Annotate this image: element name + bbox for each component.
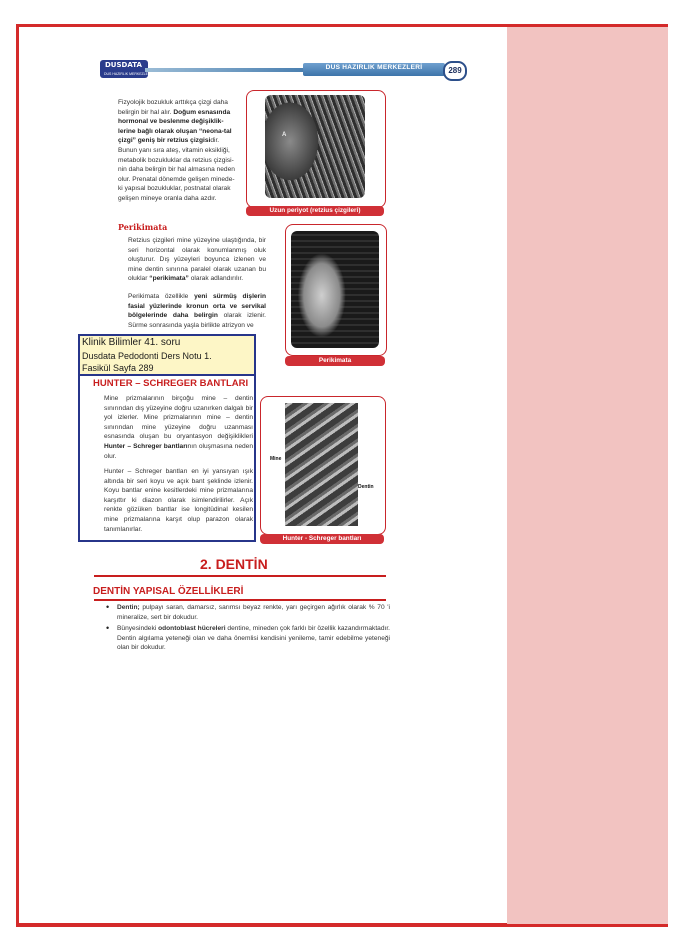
annotation-line-3: Fasikül Sayfa 289 xyxy=(82,363,154,373)
hunter-heading: HUNTER – SCHREGER BANTLARI xyxy=(93,378,249,389)
dentin-b2-c: dentine, mineden çok farklı bir özellik kazandırmaktadır. Dentin algılama yeteneği olan ve daha önemlisi kendisini yenileme, tamir edebilme yeteneği olan bir dokudur. xyxy=(117,625,390,652)
retzius-image xyxy=(265,95,365,198)
hunter-p1-a: Mine prizmalarının birçoğu mine – dentin sınırından dış yüzeyine doğru uzanırken dalgalı bir yol izlerler. Mine prizmalarının mine – dentin sınırından mine yüzeyine doğru uzanması esnasında oluşan bu oryantasyon değişiklikleri xyxy=(104,395,253,441)
dentin-title-rule xyxy=(94,575,386,577)
intro-text-a: Fizyolojik bozukluk arttıkça çizgi daha belirgin bir hal alır. xyxy=(118,99,228,116)
hunter-paragraph-1 xyxy=(104,394,253,461)
dentin-subheading: DENTİN YAPISAL ÖZELLİKLERİ xyxy=(93,586,244,597)
perikimata-paragraph-2 xyxy=(128,292,266,330)
perikimata-p2-a: Perikimata özellikle xyxy=(128,293,195,300)
intro-paragraph xyxy=(118,98,238,204)
dentin-b1-text: pulpayı saran, damarsız, sarımsı beyaz renkte, yarı geçirgen ağırlık olarak % 70 'i mineralize, sert bir dokudur. xyxy=(117,604,390,621)
logo-text: DUSDATA xyxy=(105,61,142,69)
intro-text-bold: Doğum esnasında hormonal ve beslenme değişiklik-lerine bağlı olarak oluşan “neona-tal çizgi” geniş bir retzius çizgisi xyxy=(118,108,232,145)
perikimata-heading: Perikimata xyxy=(118,222,168,232)
dentin-b1-bold: Dentin; xyxy=(117,604,140,611)
figure-hunter-caption: Hunter - Schreger bantları xyxy=(260,534,384,544)
header-bar xyxy=(145,68,305,72)
dentin-b2-a: Bünyesindeki xyxy=(117,625,159,633)
page-number: 289 xyxy=(443,61,467,81)
perikimata-p2-c: olarak izlenir. Sürme sonrasında yaşla birlikte atrizyon ve xyxy=(128,312,266,329)
side-panel xyxy=(507,27,668,924)
dentin-label: Dentin xyxy=(358,484,374,490)
dentin-title: 2. DENTİN xyxy=(200,556,268,572)
perikimata-p1-c: olarak adlandırılır. xyxy=(188,275,244,283)
dentin-bullet-2 xyxy=(105,624,390,653)
hunter-schreger-image xyxy=(285,403,358,526)
intro-text-c: dir. Bunun yanı sıra ateş, vitamin eksikliği, metabolik bozukluklar da retzius çizgisi-nin daha belirgin bir hal almasına neden olur. Prenatal dönemde gelişen minede-ki yapısal bozukluklar, postnatal olarak gelişen mineye oranla daha azdır. xyxy=(118,137,235,202)
figure-retzius-caption: Uzun periyot (retzius çizgileri) xyxy=(246,206,384,216)
dentin-b2-bold: odontoblast hücreleri xyxy=(158,625,226,633)
hunter-p1-bold: Hunter – Schreger bantları xyxy=(104,442,188,450)
perikimata-p2-bold: yeni sürmüş dişlerin fasial yüzlerinde kronun orta ve servikal bölgelerinde daha belirgin xyxy=(128,293,266,320)
annotation-line-1: Klinik Bilimler 41. soru xyxy=(82,337,181,348)
perikimata-p1-a: Retzius çizgileri mine yüzeyine ulaştığında, bir seri horizontal olarak konumlanmış oluk oluşturur. Dış yüzeyleri boyunca izlenen ve mine dentin sınırına paralel olarak uzanan bu oluklar xyxy=(128,237,266,283)
header-title: DUS HAZIRLIK MERKEZLERİ xyxy=(325,64,423,71)
mine-label: Mine xyxy=(270,456,282,462)
dentin-subheading-rule xyxy=(94,599,386,601)
retzius-image-label: A xyxy=(282,132,287,138)
dentin-bullet-1 xyxy=(105,603,390,622)
dentin-bullet-list xyxy=(105,603,390,655)
hunter-paragraph-2: Hunter – Schreger bantları en iyi yansıyan ışık altında bir seri koyu ve açık bant şeklinde izlenir. Koyu bantlar enine kesitlerdeki mine prizmalarına karşıttır ki diazon olarak isimlendirilirler. Açık renkte gözüken bantlar ise longitüdinal kesilen mine prizmalarına karşıt olup parazon olarak tanımlanırlar. xyxy=(104,468,253,533)
figure-perikimata-caption: Perikimata xyxy=(285,356,385,366)
perikimata-paragraph-1 xyxy=(128,236,266,284)
hunter-p1-c: nın oluşmasına neden olur. xyxy=(104,442,253,460)
logo-subtext: DUS HAZIRLIK MERKEZLERİ xyxy=(104,72,152,76)
perikimata-image xyxy=(291,231,379,348)
perikimata-p1-bold: “perikimata” xyxy=(149,275,189,283)
annotation-line-2: Dusdata Pedodonti Ders Notu 1. xyxy=(82,351,212,361)
